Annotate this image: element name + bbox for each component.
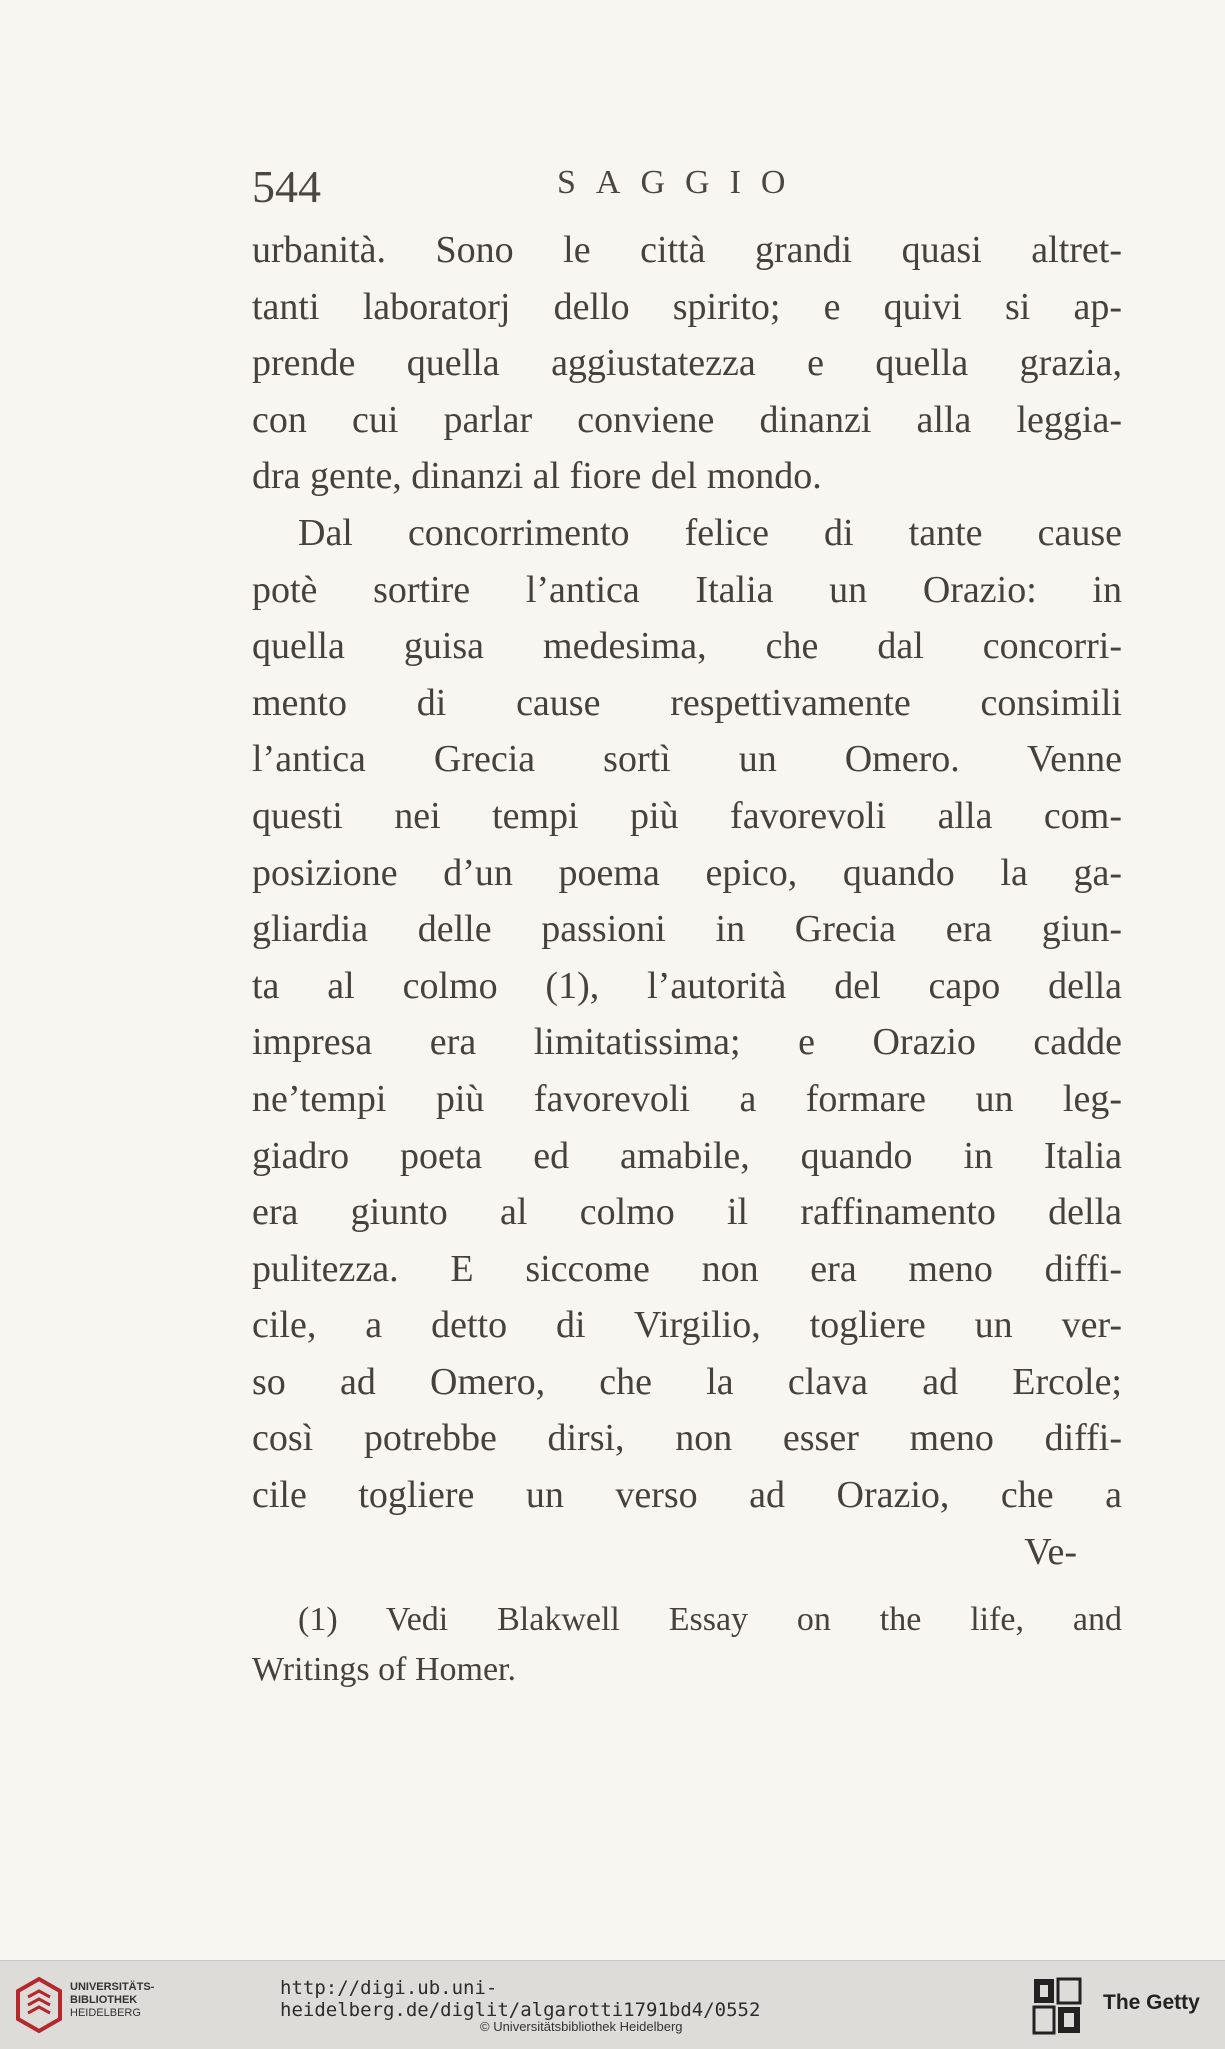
getty-logo-icon[interactable] bbox=[1032, 1977, 1082, 2035]
text-line: potè sortire l’antica Italia un Orazio: in bbox=[252, 568, 1122, 611]
text-line: dra gente, dinanzi al fiore del mondo. bbox=[252, 455, 822, 498]
text-line: ta al colmo (1), l’autorità del capo della bbox=[252, 964, 1122, 1007]
text-line: con cui parlar conviene dinanzi alla leggia- bbox=[252, 398, 1122, 441]
text-line: cile togliere un verso ad Orazio, che a bbox=[252, 1474, 1122, 1517]
text-line: quella guisa medesima, che dal concorri- bbox=[252, 625, 1122, 668]
text-line: così potrebbe dirsi, non esser meno diffi- bbox=[252, 1417, 1122, 1460]
text-line: gliardia delle passioni in Grecia era giun- bbox=[252, 908, 1122, 951]
text-line: posizione d’un poema epico, quando la ga- bbox=[252, 851, 1122, 894]
text-line: tanti laboratorj dello spirito; e quivi si ap- bbox=[252, 285, 1122, 328]
text-line: l’antica Grecia sortì un Omero. Venne bbox=[252, 738, 1122, 781]
text-line: mento di cause respettivamente consimili bbox=[252, 681, 1122, 724]
text-line: giadro poeta ed amabile, quando in Italia bbox=[252, 1134, 1122, 1177]
viewer-footer bbox=[0, 1960, 1225, 2049]
page-header bbox=[252, 160, 1122, 220]
running-title: SAGGIO bbox=[557, 164, 806, 201]
footnote-line: Writings of Homer. bbox=[252, 1651, 516, 1688]
text-line: urbanità. Sono le città grandi quasi altret- bbox=[252, 229, 1122, 271]
text-line: questi nei tempi più favorevoli alla com- bbox=[252, 794, 1122, 837]
text-line: Dal concorrimento felice di tante cause bbox=[298, 511, 1122, 554]
catchword: Ve- bbox=[1024, 1530, 1077, 1573]
text-line: pulitezza. E siccome non era meno diffi- bbox=[252, 1247, 1122, 1290]
page-number: 544 bbox=[252, 161, 321, 212]
text-line: ne’tempi più favorevoli a formare un leg- bbox=[252, 1077, 1122, 1120]
text-line: prende quella aggiustatezza e quella grazia, bbox=[252, 342, 1122, 385]
text-line: cile, a detto di Virgilio, togliere un ver- bbox=[252, 1304, 1122, 1347]
body-text bbox=[252, 222, 1122, 1580]
footnote bbox=[252, 1595, 1122, 1695]
permalink-url[interactable]: http://digi.ub.uni-heidelberg.de/diglit/algarotti1791bd4/0552 bbox=[280, 1977, 761, 2021]
sponsor-name: The Getty bbox=[1103, 1991, 1200, 2014]
library-logo-icon[interactable] bbox=[14, 1975, 64, 2035]
copyright-notice: © Universitätsbibliothek Heidelberg bbox=[480, 2019, 683, 2034]
footnote-line: (1) Vedi Blakwell Essay on the life, and bbox=[298, 1601, 1122, 1638]
library-name: UNIVERSITÄTS- BIBLIOTHEK HEIDELBERG bbox=[70, 1981, 155, 2019]
text-line: era giunto al colmo il raffinamento della bbox=[252, 1191, 1122, 1234]
text-line: so ad Omero, che la clava ad Ercole; bbox=[252, 1360, 1122, 1403]
text-line: impresa era limitatissima; e Orazio cadde bbox=[252, 1021, 1122, 1064]
